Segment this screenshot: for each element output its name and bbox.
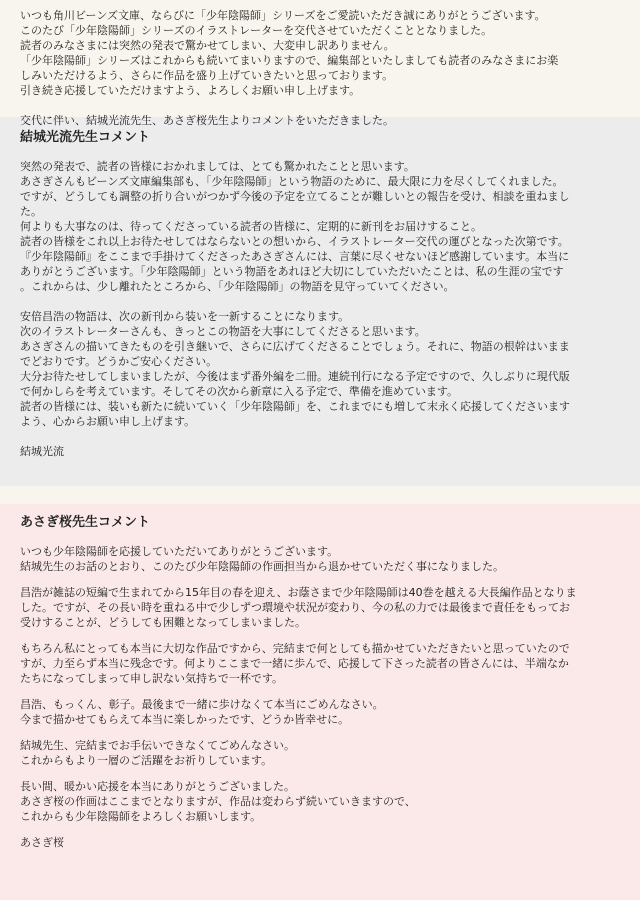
asagi-comment-section: [0, 504, 640, 900]
asagi-line: 昌浩、もっくん、彰子。最後まで一緒に歩けなくて本当にごめんなさい。: [20, 698, 384, 711]
yuki-line: 次のイラストレーターさんも、きっとこの物語を大事にしてくださると思います。: [20, 325, 426, 338]
asagi-line: これからもより一層のご活躍をお祈りしています。: [20, 754, 273, 767]
asagi-paragraph-5: [20, 738, 620, 768]
section-divider: [0, 486, 640, 504]
spacer: [20, 727, 620, 738]
yuki-paragraph-1: [20, 159, 620, 294]
yuki-line: あさぎさんもビーンズ文庫編集部も、「少年陰陽師」という物語のために、最大限に力を尽くしてくれました。: [20, 175, 564, 188]
intro-closing: 交代に伴い、結城光流先生、あさぎ桜先生よりコメントをいただきました。: [20, 114, 394, 127]
asagi-line: 受けすることが、どうしても困難となってしまいました。: [20, 616, 306, 629]
asagi-line: これからも少年陰陽師をよろしくお願いします。: [20, 810, 262, 823]
intro-section: [0, 0, 640, 127]
asagi-line: たちになってしまって申し訳ない気持ちで一杯です。: [20, 672, 284, 685]
spacer: [20, 630, 620, 641]
asagi-line: した。ですが、その長い時を重ねる中で少しずつ環境や状況が変わり、今の私の力では最後まで責任をもってお: [20, 601, 570, 614]
yuki-line: 『少年陰陽師』をここまで手掛けてくださったあさぎさんには、言葉に尽くせないほど感謝しています。本当に: [20, 250, 570, 263]
yuki-line: 何よりも大事なのは、待ってくださっている読者の皆様に、定期的に新刊をお届けすること。: [20, 220, 482, 233]
asagi-line: あさぎ桜の作画はここまでとなりますが、作品は変わらず続いていきますので、: [20, 795, 416, 808]
yuki-line: 安倍昌浩の物語は、次の新刊から装いを一新することになります。: [20, 310, 350, 323]
yuki-line: ですが、どうしても調整の折り合いがつかず今後の予定を立てることが難しいとの報告を受け、相談を重ねまし: [20, 190, 570, 203]
yuki-signature: 結城光流: [20, 445, 64, 458]
intro-line: 読者のみなさまには突然の発表で驚かせてしまい、大変申し訳ありません。: [20, 39, 395, 52]
yuki-line: で何かしらを考えています。そしてその次から新章に入る予定で、準備を進めています。: [20, 385, 459, 398]
asagi-line: 結城先生のお話のとおり、このたび少年陰陽師の作画担当から退かせていただく事になりました。: [20, 560, 504, 573]
spacer: [20, 98, 620, 113]
asagi-paragraph-2: [20, 585, 620, 630]
asagi-line: 今まで描かせてもらえて本当に楽しかったです、どうか皆幸せに。: [20, 713, 350, 726]
yuki-line: 読者の皆様をこれ以上お待たせしてはならないとの想いから、イラストレーター交代の運びとなった次第です。: [20, 235, 569, 248]
yuki-line: 。これからは、少し離れたところから、「少年陰陽師」の物語を見守っていてください。: [20, 280, 455, 293]
asagi-paragraph-1: [20, 544, 620, 574]
asagi-paragraph-4: [20, 697, 620, 727]
yuki-line: よう、心からお願い申し上げます。: [20, 415, 196, 428]
yuki-line: あさぎさんの描いてきたものを引き継いで、さらに広げてくださることでしょう。それに、物語の根幹はいまま: [20, 340, 570, 353]
asagi-paragraph-3: [20, 641, 620, 686]
asagi-signature: あさぎ桜: [20, 836, 64, 849]
asagi-line: いつも少年陰陽師を応援していただいてありがとうございます。: [20, 545, 339, 558]
spacer: [20, 768, 620, 779]
spacer: [20, 824, 620, 835]
intro-paragraph: [20, 8, 620, 98]
asagi-line: もちろん私にとっても本当に大切な作品ですから、完結まで何としても描かせていただきたいと思っていたので: [20, 642, 570, 655]
spacer: [20, 294, 620, 309]
spacer: [20, 686, 620, 697]
yuki-comment-heading: 結城光流先生コメント: [20, 130, 151, 145]
yuki-line: ありがとうございます。「少年陰陽師」という物語をあれほど大切にしていただいたことは、私の生涯の宝です: [20, 265, 564, 278]
yuki-paragraph-2: [20, 309, 620, 429]
intro-line: 「少年陰陽師」シリーズはこれからも続いてまいりますので、編集部といたしましても読者のみなさまにお楽: [20, 54, 559, 67]
asagi-line: 結城先生、完結までお手伝いできなくてごめんなさい。: [20, 739, 295, 752]
spacer: [20, 574, 620, 585]
yuki-line: 大分お待たせしてしまいましたが、今後はまず番外編を二冊。連続刊行になる予定ですので、久しぶりに現代版: [20, 370, 570, 383]
intro-line: いつも角川ビーンズ文庫、ならびに「少年陰陽師」シリーズをご愛読いただき誠にありがとうございます。: [20, 9, 546, 22]
asagi-paragraph-6: [20, 779, 620, 824]
yuki-comment-section: [0, 117, 640, 486]
yuki-line: た。: [20, 205, 42, 218]
asagi-line: すが、力至らず本当に残念です。何よりここまで一緒に歩んで、応援して下さった読者の皆さんには、半端なか: [20, 657, 569, 670]
asagi-comment-heading: あさぎ桜先生コメント: [20, 515, 151, 530]
yuki-line: でどおりです。どうかご安心ください。: [20, 355, 218, 368]
asagi-line: 昌浩が雑誌の短編で生まれてから15年目の春を迎え、お蔭さまで少年陰陽師は40巻を越える大長編作品となりま: [20, 586, 577, 599]
yuki-line: 読者の皆様には、装いも新たに続いていく「少年陰陽師」を、これまでにも増して末永く応援してくださいます: [20, 400, 570, 413]
intro-line: このたび「少年陰陽師」シリーズのイラストレーターを交代させていただくこととなりました。: [20, 24, 493, 37]
intro-line: しみいただけるよう、さらに作品を盛り上げていきたいと思っております。: [20, 69, 394, 82]
yuki-line: 突然の発表で、読者の皆様におかれましては、とても驚かれたことと思います。: [20, 160, 415, 173]
spacer: [20, 429, 620, 444]
asagi-line: 長い間、暖かい応援を本当にありがとうございました。: [20, 780, 295, 793]
intro-line: 引き続き応援していただけますよう、よろしくお願い申し上げます。: [20, 84, 361, 97]
